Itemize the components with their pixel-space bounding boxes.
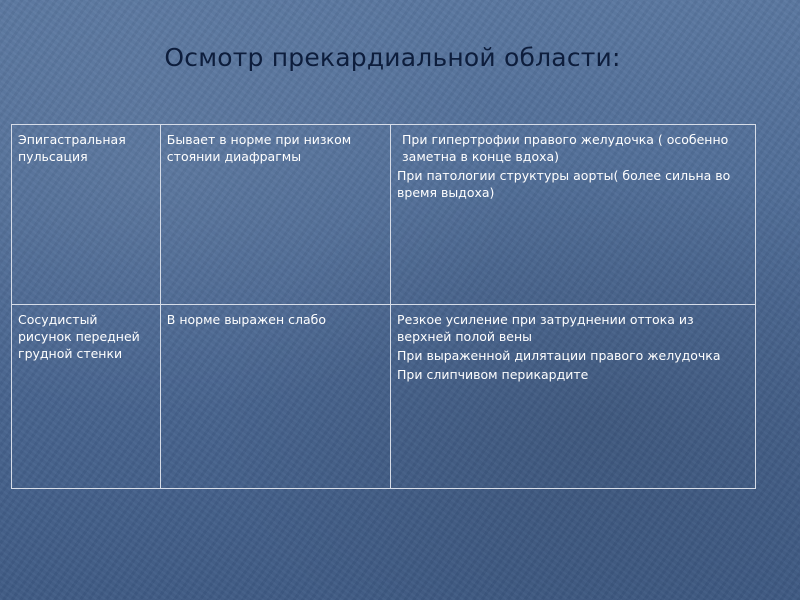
sign-text: Эпигастральная пульсация: [18, 132, 126, 164]
pathology-text: При патологии структуры аорты( более сильна во время выдоха): [397, 168, 731, 200]
pathology-cell: [391, 125, 756, 305]
pathology-text: При слипчивом перикардите: [397, 367, 589, 382]
norm-text: Бывает в норме при низком стоянии диафрагмы: [166, 132, 352, 164]
examination-table: [11, 124, 756, 489]
sign-text: Сосудистый рисунок передней грудной стенки: [18, 312, 140, 361]
table-row: [12, 125, 756, 305]
slide-title: [0, 43, 800, 72]
sign-cell: [12, 305, 161, 489]
norm-cell: [160, 305, 390, 489]
norm-text: В норме выражен слабо: [166, 312, 327, 327]
pathology-cell: [391, 305, 756, 489]
norm-cell: [160, 125, 390, 305]
pathology-text: При гипертрофии правого желудочка ( особенно заметна в конце вдоха): [402, 132, 729, 164]
pathology-text: Резкое усиление при затруднении оттока из верхней полой вены: [397, 312, 694, 344]
table-row: [12, 305, 756, 489]
slide-title-text: Осмотр прекардиальной области:: [164, 43, 621, 72]
sign-cell: [12, 125, 161, 305]
pathology-text: При выраженной дилятации правого желудочка: [397, 348, 721, 363]
